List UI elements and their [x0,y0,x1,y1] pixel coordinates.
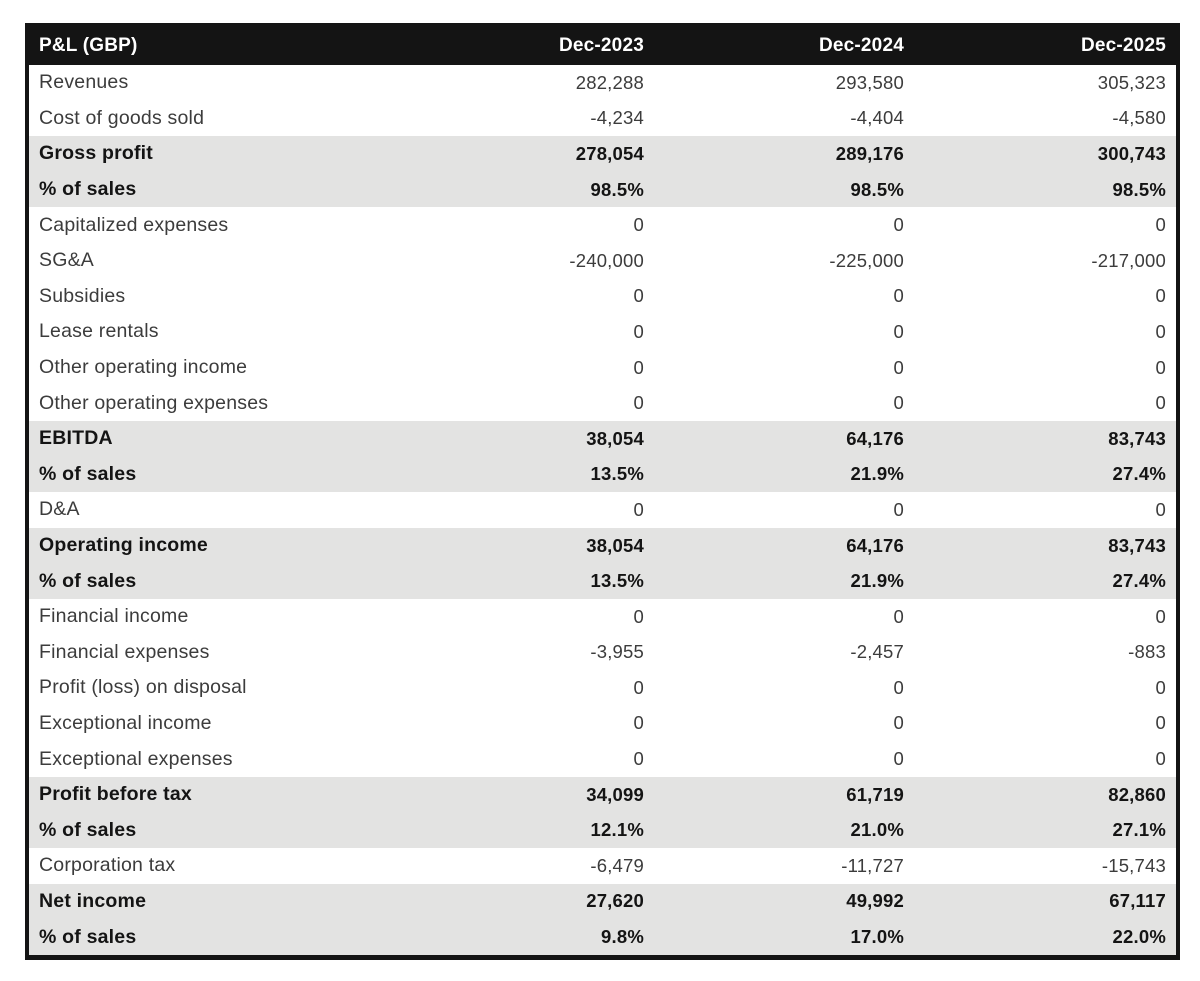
row-label: Subsidies [27,279,394,315]
row-value: 98.5% [914,172,1178,208]
row-value: -4,234 [394,101,654,137]
header-dec-2025: Dec-2025 [914,25,1178,65]
table-row [27,172,1178,208]
row-value: 83,743 [914,528,1178,564]
row-value: 34,099 [394,777,654,813]
table-row [27,350,1178,386]
pnl-table [25,23,1180,960]
row-value: 27.4% [914,563,1178,599]
row-label: EBITDA [27,421,394,457]
row-value: 293,580 [654,65,914,101]
row-label: Capitalized expenses [27,207,394,243]
table-row [27,136,1178,172]
table-row [27,385,1178,421]
row-label: Financial income [27,599,394,635]
table-row [27,884,1178,920]
row-label: Corporation tax [27,848,394,884]
row-value: -4,404 [654,101,914,137]
row-label: % of sales [27,563,394,599]
row-value: 13.5% [394,457,654,493]
table-row [27,635,1178,671]
row-value: 98.5% [654,172,914,208]
row-label: % of sales [27,172,394,208]
row-value: 83,743 [914,421,1178,457]
table-row [27,741,1178,777]
table-row [27,207,1178,243]
row-label: Cost of goods sold [27,101,394,137]
row-value: 282,288 [394,65,654,101]
row-value: 22.0% [914,919,1178,957]
row-value: 0 [394,599,654,635]
row-value: 38,054 [394,421,654,457]
row-label: Revenues [27,65,394,101]
row-value: 0 [654,670,914,706]
row-label: SG&A [27,243,394,279]
table-header [27,25,1178,65]
row-value: 305,323 [914,65,1178,101]
row-label: Financial expenses [27,635,394,671]
row-label: Other operating income [27,350,394,386]
row-value: 12.1% [394,812,654,848]
header-dec-2024: Dec-2024 [654,25,914,65]
table-row [27,670,1178,706]
row-value: -883 [914,635,1178,671]
row-value: 289,176 [654,136,914,172]
row-value: 82,860 [914,777,1178,813]
row-value: 17.0% [654,919,914,957]
row-value: 0 [914,385,1178,421]
row-value: 64,176 [654,421,914,457]
row-value: -6,479 [394,848,654,884]
header-pnl-gbp: P&L (GBP) [27,25,394,65]
row-value: 278,054 [394,136,654,172]
row-value: 0 [654,599,914,635]
row-value: 21.0% [654,812,914,848]
row-label: Net income [27,884,394,920]
table-row [27,848,1178,884]
table-row [27,421,1178,457]
row-value: 0 [654,706,914,742]
table-row [27,812,1178,848]
row-value: 0 [394,706,654,742]
row-label: Lease rentals [27,314,394,350]
row-label: % of sales [27,919,394,957]
row-value: -4,580 [914,101,1178,137]
row-value: 0 [914,706,1178,742]
row-label: Exceptional income [27,706,394,742]
table-row [27,101,1178,137]
row-value: 9.8% [394,919,654,957]
row-value: 27.1% [914,812,1178,848]
table-row [27,492,1178,528]
row-value: 0 [914,207,1178,243]
header-row [27,25,1178,65]
row-value: 0 [394,207,654,243]
table-body [27,65,1178,957]
row-value: 0 [914,279,1178,315]
row-value: 300,743 [914,136,1178,172]
row-value: -11,727 [654,848,914,884]
row-label: Profit (loss) on disposal [27,670,394,706]
row-value: -240,000 [394,243,654,279]
row-value: 61,719 [654,777,914,813]
row-value: 0 [654,207,914,243]
row-value: -15,743 [914,848,1178,884]
row-value: 0 [394,279,654,315]
row-value: 21.9% [654,457,914,493]
row-value: 0 [654,741,914,777]
row-value: 27,620 [394,884,654,920]
row-value: 0 [654,350,914,386]
table-row [27,528,1178,564]
row-label: D&A [27,492,394,528]
row-value: 27.4% [914,457,1178,493]
row-value: 0 [394,350,654,386]
row-value: 49,992 [654,884,914,920]
table-row [27,243,1178,279]
row-value: 13.5% [394,563,654,599]
table-row [27,457,1178,493]
row-value: 67,117 [914,884,1178,920]
row-value: 0 [394,492,654,528]
row-value: 0 [914,314,1178,350]
row-value: 0 [914,741,1178,777]
table-row [27,599,1178,635]
row-value: 0 [394,670,654,706]
row-label: Exceptional expenses [27,741,394,777]
table-row [27,279,1178,315]
table-row [27,314,1178,350]
row-label: % of sales [27,457,394,493]
row-value: 0 [654,279,914,315]
row-value: -217,000 [914,243,1178,279]
table-row [27,563,1178,599]
row-value: 0 [914,350,1178,386]
row-value: 0 [654,314,914,350]
row-label: Profit before tax [27,777,394,813]
row-value: 0 [654,492,914,528]
row-value: 0 [914,670,1178,706]
table-row [27,919,1178,957]
row-label: % of sales [27,812,394,848]
table-row [27,777,1178,813]
row-value: 0 [394,385,654,421]
row-value: -2,457 [654,635,914,671]
row-value: 38,054 [394,528,654,564]
row-value: 0 [914,492,1178,528]
row-value: 21.9% [654,563,914,599]
row-value: 98.5% [394,172,654,208]
header-dec-2023: Dec-2023 [394,25,654,65]
row-value: -3,955 [394,635,654,671]
table-row [27,706,1178,742]
row-value: 0 [394,314,654,350]
row-value: 0 [654,385,914,421]
row-value: 0 [394,741,654,777]
row-label: Gross profit [27,136,394,172]
row-value: -225,000 [654,243,914,279]
row-label: Operating income [27,528,394,564]
table-row [27,65,1178,101]
row-value: 0 [914,599,1178,635]
row-value: 64,176 [654,528,914,564]
row-label: Other operating expenses [27,385,394,421]
